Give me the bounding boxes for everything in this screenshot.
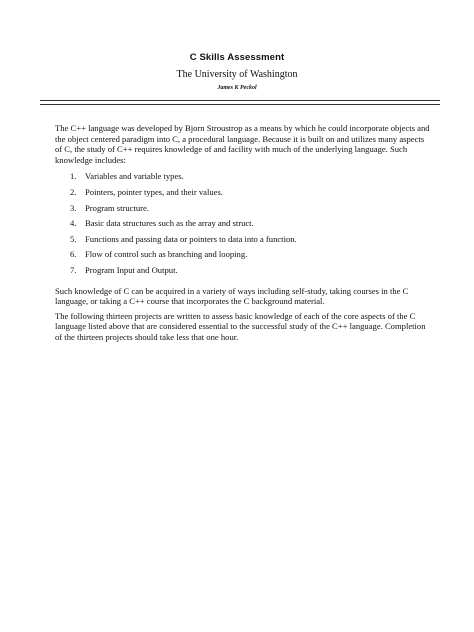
list-item-number: 6. xyxy=(70,249,77,260)
list-item-text: Basic data structures such as the array and struct. xyxy=(85,218,254,229)
institution-name: The University of Washington xyxy=(176,69,298,80)
list-item-text: Functions and passing data or pointers to data into a function. xyxy=(85,233,297,244)
intro-paragraph: The C++ language was developed by Bjorn Stroustrop as a means by which he could incorporate objects and the object centered paradigm into C, a procedural language. Because it is built on and utilizes many aspects of C, the study of C++ requires knowledge of and facility with much of the underlying language. Such knowledge includes: xyxy=(55,123,430,165)
list-item-number: 3. xyxy=(70,202,77,213)
list-item-text: Program structure. xyxy=(85,202,149,213)
list-item xyxy=(55,234,430,250)
list-item xyxy=(55,203,430,219)
author-name: James K Peckol xyxy=(217,85,257,91)
document-body xyxy=(55,123,430,343)
list-item-number: 1. xyxy=(70,171,77,182)
document-title: C Skills Assessment xyxy=(189,52,285,63)
header-divider-top xyxy=(40,100,440,101)
list-item xyxy=(55,187,430,203)
skills-list xyxy=(55,171,430,280)
projects-paragraph: The following thirteen projects are written to assess basic knowledge of each of the core aspects of the C language listed above that are considered essential to the successful study of the C++ language. Completion of the thirteen projects should take less that one hour. xyxy=(55,310,426,342)
list-item-number: 4. xyxy=(70,218,77,229)
list-item xyxy=(55,171,430,187)
list-item-number: 2. xyxy=(70,186,77,197)
list-item xyxy=(55,265,430,281)
header-divider-bottom xyxy=(40,104,440,105)
list-item-text: Variables and variable types. xyxy=(85,171,184,182)
list-item-text: Flow of control such as branching and looping. xyxy=(85,249,248,260)
list-item-text: Pointers, pointer types, and their values. xyxy=(85,186,223,197)
list-item xyxy=(55,218,430,234)
list-item-number: 5. xyxy=(70,233,77,244)
list-item-text: Program Input and Output. xyxy=(85,264,178,275)
list-item xyxy=(55,249,430,265)
acquisition-paragraph: Such knowledge of C can be acquired in a variety of ways including self-study, taking courses in the C language, or taking a C++ course that incorporates the C background material. xyxy=(55,285,409,307)
list-item-number: 7. xyxy=(70,264,77,275)
